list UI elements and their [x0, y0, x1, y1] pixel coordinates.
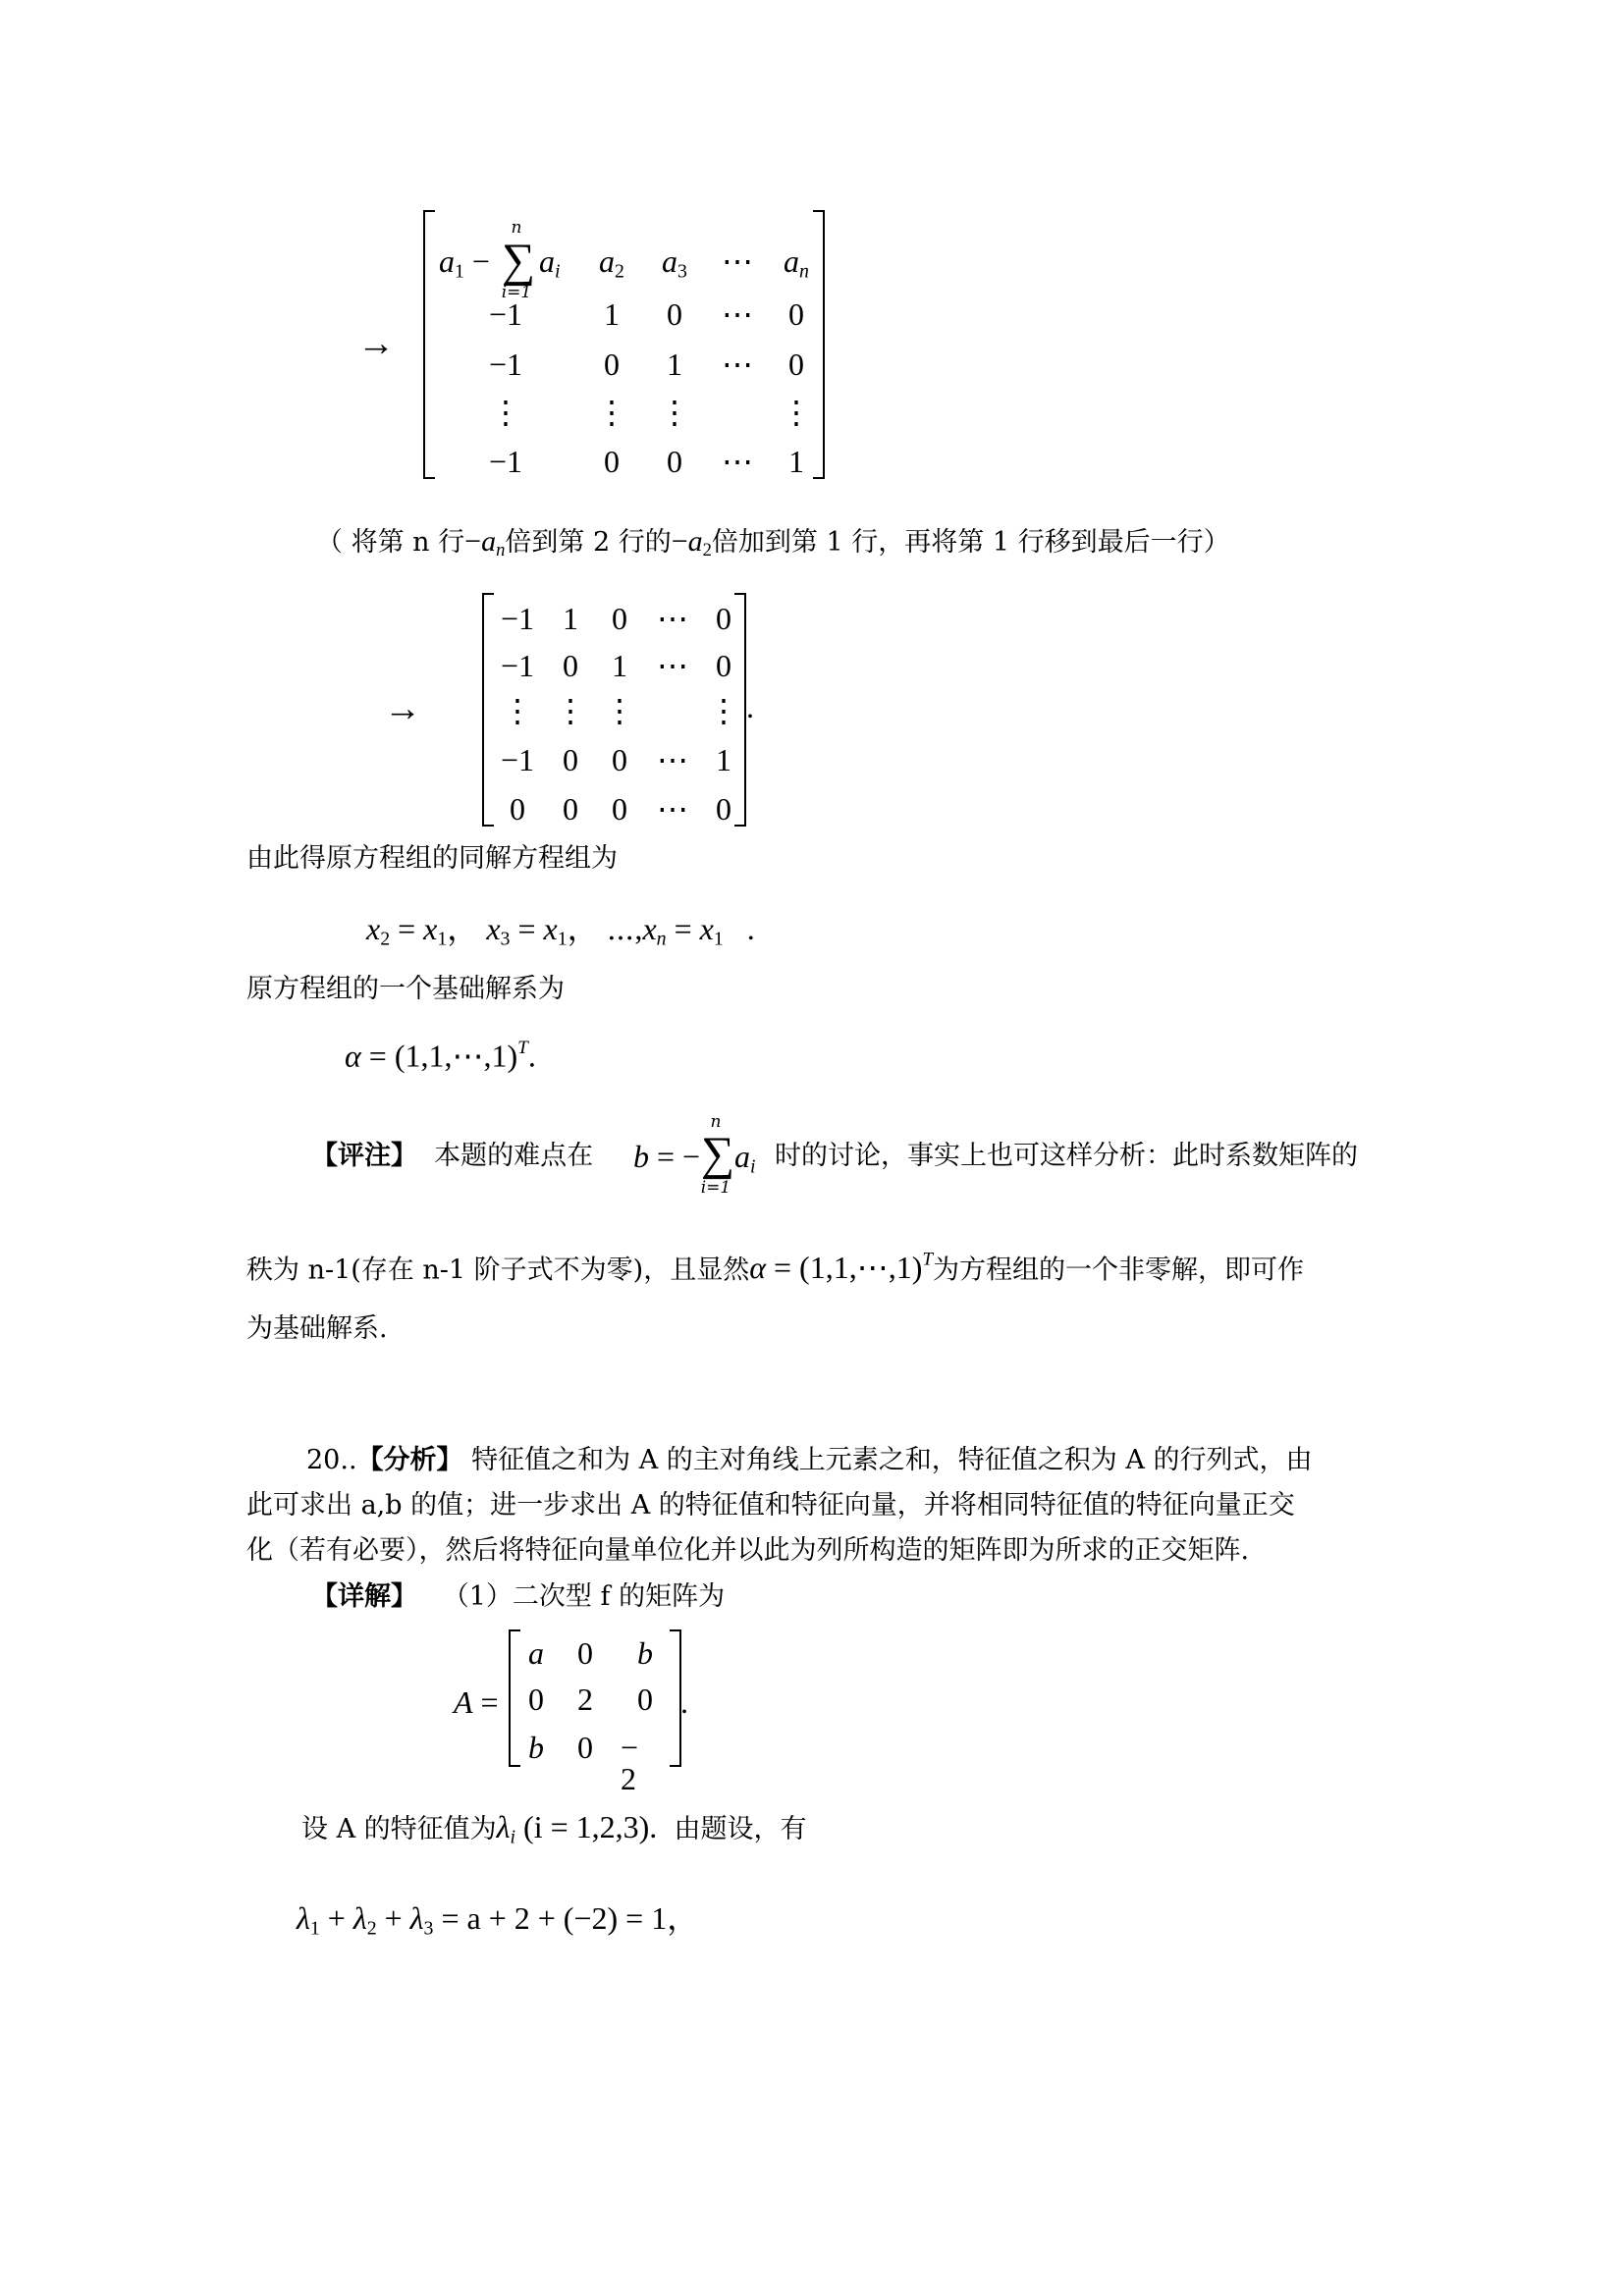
matrix-a-cell: 0	[528, 1682, 544, 1717]
matrix-a-cell: 0	[577, 1730, 593, 1765]
basis-intro-text: 原方程组的一个基础解系为	[246, 974, 565, 1004]
matrix-a-cell: − 2	[621, 1730, 639, 1796]
matrix-1-cell: ⋮	[659, 395, 690, 430]
problem-20-line-3: 化（若有必要），然后将特征向量单位化并以此为列所构造的矩阵即为所求的正交矩阵.	[246, 1535, 1250, 1566]
matrix-2-cell: ⋯	[657, 648, 688, 683]
matrix-1-cell: 0	[604, 444, 620, 479]
eigen-intro: 设 A 的特征值为$\lambda_i$ (i = 1,2,3). 由题设，有	[301, 1809, 807, 1848]
matrix-1-r1-c5: $a_n$	[784, 243, 809, 283]
matrix-a-cell: b	[637, 1635, 653, 1671]
matrix-1-cell: 1	[667, 347, 682, 382]
matrix-2-cell: ⋯	[657, 601, 688, 636]
matrix-1-sum-lower: i=1	[501, 283, 532, 302]
remark-line-1-tail: 时的讨论，事实上也可这样分析：此时系数矩阵的	[775, 1141, 1358, 1171]
remark-line-2: 秩为 n-1(存在 n-1 阶子式不为零)，且显然α = (1,1,⋯,1)$^T$为方程组的一个非零解，即可作	[246, 1250, 1305, 1286]
matrix-2-cell: ⋯	[657, 791, 688, 827]
problem-20-line-1: 20..【分析】 特征值之和为 A 的主对角线上元素之和，特征值之积为 A 的行列式，由	[306, 1445, 1313, 1475]
matrix-2-cell: ⋮	[604, 693, 635, 728]
matrix-2-cell: ⋯	[657, 742, 688, 777]
matrix-1-r1-c4: ⋯	[722, 243, 753, 279]
remark-sum-upper: n	[710, 1112, 722, 1132]
matrix-a-cell: a	[528, 1635, 544, 1671]
matrix-1-cell: −1	[488, 296, 523, 332]
matrix-a-label: A =	[454, 1684, 499, 1720]
remark-sum-lower: i=1	[700, 1178, 731, 1198]
same-solution-text: 由此得原方程组的同解方程组为	[246, 843, 618, 874]
matrix-2-cell: 1	[716, 742, 731, 777]
matrix-2-cell: 0	[563, 648, 578, 683]
matrix-1-r1-c3: a3	[662, 243, 687, 283]
matrix-2-period: .	[746, 689, 754, 724]
detail-line: 【详解】 （1）二次型 f 的矩阵为	[311, 1581, 726, 1612]
problem-20-line-2: 此可求出 a,b 的值；进一步求出 A 的特征值和特征向量，并将相同特征值的特征向量正交	[246, 1490, 1295, 1521]
remark-b: b = −	[633, 1139, 701, 1174]
remark-ai: $a_i$	[734, 1139, 756, 1178]
matrix-2-cell: 0	[716, 791, 731, 827]
matrix-2-cell: −1	[500, 742, 535, 777]
matrix-1	[423, 210, 825, 479]
remark-sum-symbol: ∑	[701, 1128, 735, 1180]
matrix-1-cell: ⋯	[722, 347, 753, 382]
matrix-2-cell: ⋮	[708, 693, 739, 728]
matrix-1-sum-symbol: ∑	[502, 235, 536, 287]
matrix-1-cell: 0	[667, 296, 682, 332]
matrix-2-cell: −1	[500, 648, 535, 683]
matrix-2-cell: 0	[563, 791, 578, 827]
matrix-1-cell: ⋮	[781, 395, 812, 430]
matrix-1-cell: 0	[788, 347, 804, 382]
matrix-1-ai: $a_i$	[539, 243, 561, 283]
matrix-a-cell: 0	[577, 1635, 593, 1671]
matrix-2-cell: 0	[716, 648, 731, 683]
matrix-2-cell: 1	[612, 648, 627, 683]
matrix-2-cell: −1	[500, 601, 535, 636]
matrix-2-cell: ⋮	[502, 693, 533, 728]
matrix-2-cell: ⋮	[555, 693, 586, 728]
matrix-a-cell: b	[528, 1730, 544, 1765]
matrix-a-period: .	[680, 1684, 688, 1720]
matrix-1-r1-c2: a2	[599, 243, 624, 283]
remark-line-1: 【评注】 本题的难点在	[311, 1141, 594, 1171]
matrix-1-sum-upper: n	[511, 218, 522, 238]
arrow-2: →	[384, 688, 421, 729]
matrix-a-cell: 0	[637, 1682, 653, 1717]
matrix-1-r1-c1: a1 −	[439, 243, 490, 283]
analysis-tag: 【分析】	[356, 1445, 463, 1475]
matrix-1-cell: −1	[488, 347, 523, 382]
matrix-2-cell: 0	[612, 601, 627, 636]
matrix-2-cell: 0	[510, 791, 525, 827]
remark-line-3: 为基础解系.	[246, 1313, 388, 1344]
matrix-1-cell: 0	[604, 347, 620, 382]
matrix-1-cell: ⋯	[722, 296, 753, 332]
matrix-2-cell: 0	[612, 791, 627, 827]
matrix-1-cell: 1	[788, 444, 804, 479]
remark-tag: 【评注】	[311, 1141, 417, 1171]
matrix-2	[482, 593, 746, 827]
basis-equation: α = (1,1,⋯,1)$^T$.	[345, 1038, 536, 1074]
matrix-2-cell: 0	[612, 742, 627, 777]
matrix-a-cell: 2	[577, 1682, 593, 1717]
matrix-2-cell: 0	[563, 742, 578, 777]
matrix-2-cell: 1	[563, 601, 578, 636]
eigen-sum-equation: λ1 + λ2 + λ3 = a + 2 + (−2) = 1，	[297, 1900, 699, 1940]
matrix-1-cell: 0	[667, 444, 682, 479]
matrix-2-cell: 0	[716, 601, 731, 636]
matrix-1-cell: ⋮	[596, 395, 627, 430]
matrix-a	[509, 1629, 681, 1796]
matrix-1-cell: ⋮	[490, 395, 521, 430]
matrix-1-cell: −1	[488, 444, 523, 479]
row-operation-note: （ 将第 n 行$-a_n$倍到第 2 行的−a2倍加到第 1 行，再将第 1 行移到最后一行）	[316, 525, 1230, 561]
arrow-1: →	[357, 323, 395, 364]
same-solution-equation: x2 = x1， x3 = x1， $\cdots,x_n = x1$ .	[366, 911, 755, 950]
matrix-1-cell: 0	[788, 296, 804, 332]
matrix-1-cell: 1	[604, 296, 620, 332]
matrix-1-cell: ⋯	[722, 444, 753, 479]
detail-tag: 【详解】	[311, 1581, 417, 1612]
